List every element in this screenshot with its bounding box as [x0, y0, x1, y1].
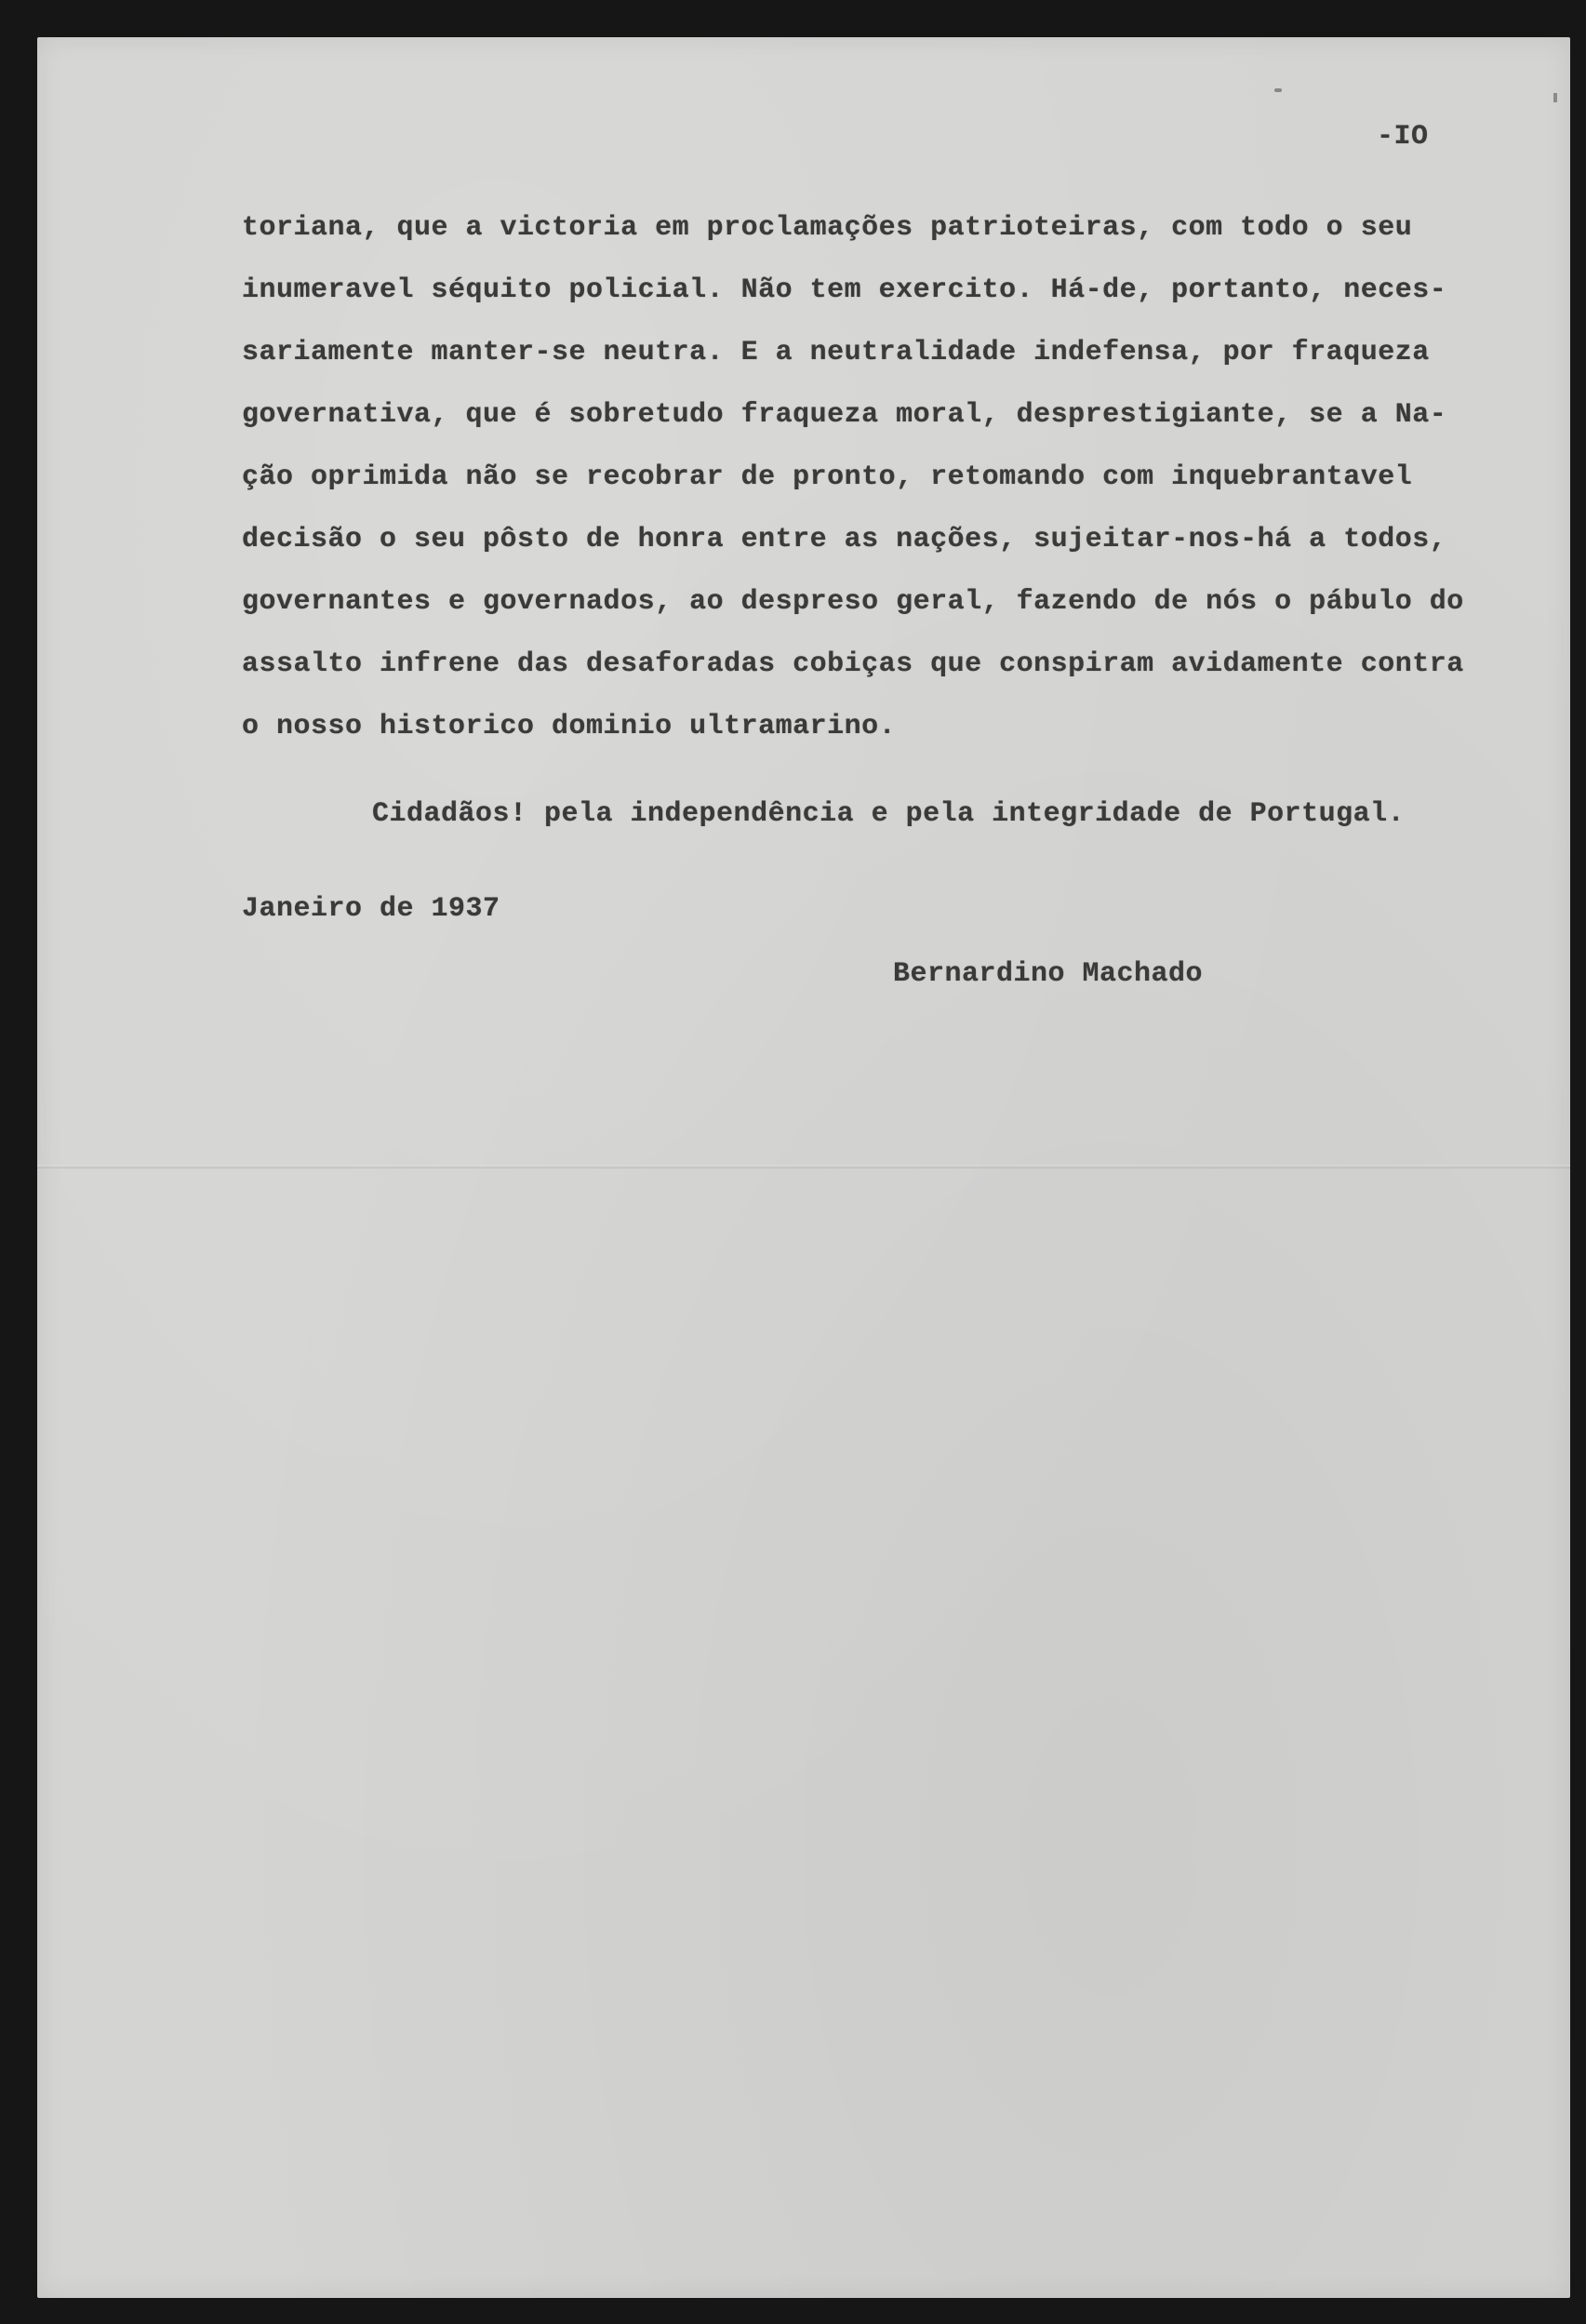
- paper-fold-line: [37, 1165, 1570, 1169]
- body-line-3: sariamente manter-se neutra. E a neutralidade indefensa, por fraqueza: [242, 337, 1430, 368]
- body-line-7: governantes e governados, ao despreso geral, fazendo de nós o pábulo do: [242, 586, 1464, 618]
- page-number: -IO: [1377, 121, 1429, 153]
- body-line-1: toriana, que a victoria em proclamações patrioteiras, com todo o seu: [242, 212, 1413, 244]
- signature: Bernardino Machado: [893, 958, 1204, 990]
- body-line-9: o nosso historico dominio ultramarino.: [242, 711, 897, 742]
- body-line-2: inumeravel séquito policial. Não tem exercito. Há-de, portanto, neces-: [242, 274, 1447, 306]
- typed-page: [37, 37, 1570, 2298]
- closing-line: Cidadãos! pela independência e pela integridade de Portugal.: [372, 798, 1406, 830]
- body-line-4: governativa, que é sobretudo fraqueza moral, desprestigiante, se a Na-: [242, 399, 1447, 431]
- body-line-6: decisão o seu pôsto de honra entre as nações, sujeitar-nos-há a todos,: [242, 524, 1447, 555]
- body-line-5: ção oprimida não se recobrar de pronto, retomando com inquebrantavel: [242, 461, 1413, 493]
- ink-speck: [1274, 88, 1282, 92]
- edge-speck: [1553, 93, 1557, 102]
- document-date: Janeiro de 1937: [242, 893, 500, 925]
- body-line-8: assalto infrene das desaforadas cobiças que conspiram avidamente contra: [242, 648, 1464, 680]
